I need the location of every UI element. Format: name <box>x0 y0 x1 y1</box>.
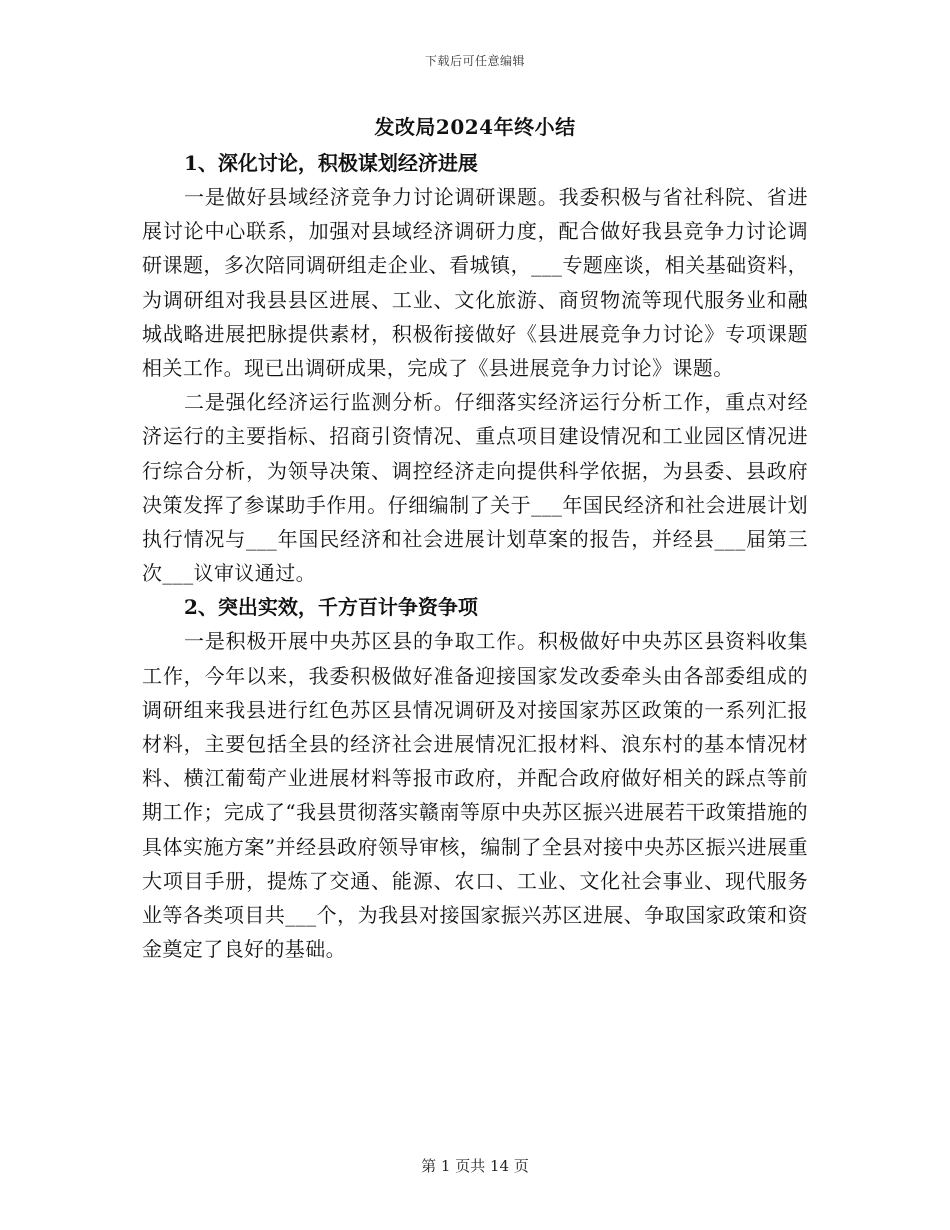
paragraph: 一是做好县域经济竞争力讨论调研课题。我委积极与省社科院、省进展讨论中心联系，加强对县域经济调研力度，配合做好我县竞争力讨论调研课题，多次陪同调研组走企业、看城镇，___专题座谈，相关基础资料，为调研组对我县县区进展、工业、文化旅游、商贸物流等现代服务业和融城战略进展把脉提供素材，积极衔接做好《县进展竞争力讨论》专项课题相关工作。现已出调研成果，完成了《县进展竞争力讨论》课题。 <box>142 185 808 381</box>
document-title: 发改局2024年终小结 <box>374 115 576 139</box>
paragraph: 二是强化经济运行监测分析。仔细落实经济运行分析工作，重点对经济运行的主要指标、招商引资情况、重点项目建设情况和工业园区情况进行综合分析，为领导决策、调控经济走向提供科学依据，为县委、县政府决策发挥了参谋助手作用。仔细编制了关于___年国民经济和社会进展计划执行情况与___年国民经济和社会进展计划草案的报告，并经县___届第三次___议审议通过。 <box>142 390 808 586</box>
page-header-note: 下载后可任意编辑 <box>424 54 525 68</box>
section-2 <box>142 590 808 966</box>
document-body <box>142 108 808 966</box>
page-number: 第 1 页共 14 页 <box>421 1157 529 1175</box>
section-heading: 1、深化讨论，积极谋划经济进展 <box>184 151 478 175</box>
section-1 <box>142 146 808 590</box>
section-heading: 2、突出实效，千方百计争资争项 <box>184 595 478 620</box>
paragraph: 一是积极开展中央苏区县的争取工作。积极做好中央苏区县资料收集工作，今年以来，我委积极做好准备迎接国家发改委牵头由各部委组成的调研组来我县进行红色苏区县情况调研及对接国家苏区政策的一系列汇报材料，主要包括全县的经济社会进展情况汇报材料、浪东村的基本情况材料、横江葡萄产业进展材料等报市政府，并配合政府做好相关的踩点等前期工作；完成了“我县贯彻落实赣南等原中央苏区振兴进展若干政策措施的具体实施方案”并经县政府领导审核，编制了全县对接中央苏区振兴进展重大项目手册，提炼了交通、能源、农口、工业、文化社会事业、现代服务业等各类项目共___个，为我县对接国家振兴苏区进展、争取国家政策和资金奠定了良好的基础。 <box>142 629 808 962</box>
